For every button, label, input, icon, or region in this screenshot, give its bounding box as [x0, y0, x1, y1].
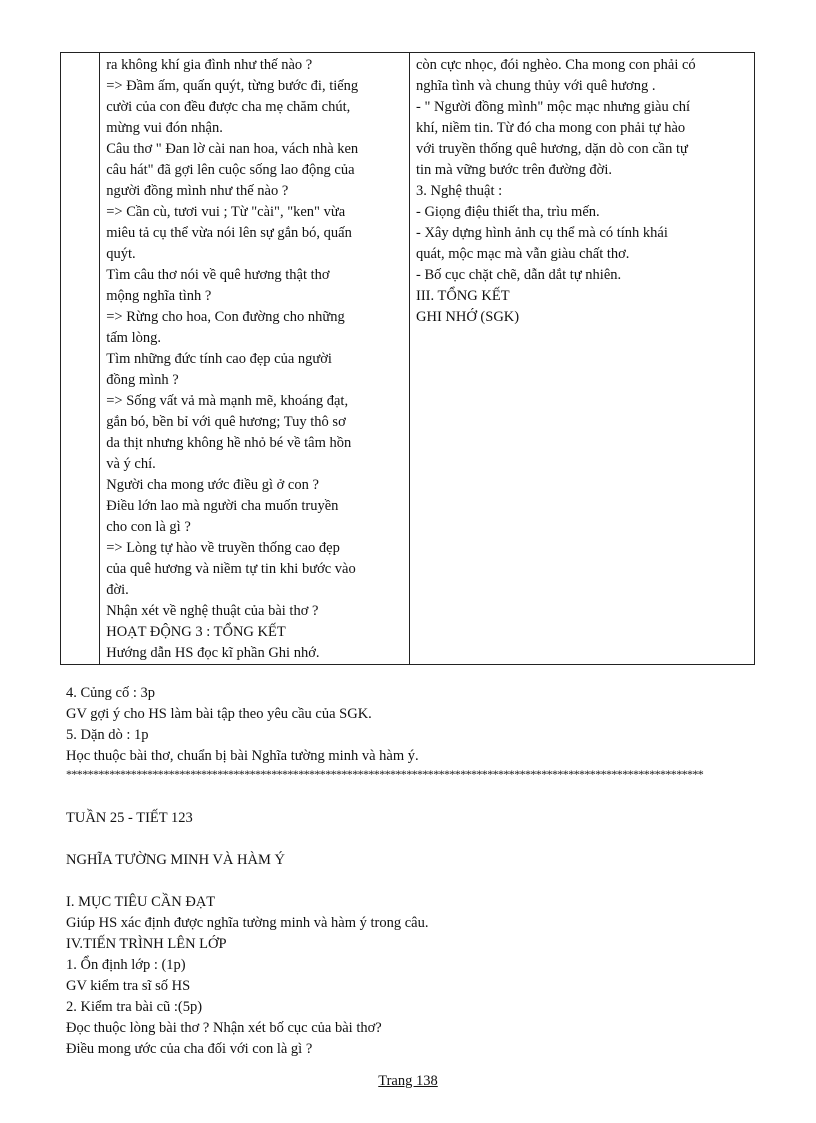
lesson-title: NGHĨA TƯỜNG MINH VÀ HÀM Ý	[66, 852, 285, 868]
right-cell-line: khí, niềm tin. Từ đó cha mong con phải tự hào	[416, 120, 686, 136]
right-cell-line: - " Người đồng mình" mộc mạc nhưng giàu chí	[416, 99, 691, 115]
wrapup-line: GV gợi ý cho HS làm bài tập theo yêu cầu của SGK.	[66, 706, 372, 722]
left-cell-line: quýt.	[106, 246, 136, 262]
wrapup-line: 4. Củng cố : 3p	[66, 685, 156, 701]
left-cell-line: da thịt nhưng không hề nhỏ bé về tâm hồn	[106, 435, 352, 451]
body-line: Điều mong ước của cha đối với con là gì ?	[66, 1041, 313, 1057]
star-separator: **********************************************************************************************************************	[66, 767, 704, 781]
left-cell-line: Hướng dẫn HS đọc kĩ phần Ghi nhớ.	[106, 645, 320, 661]
teacher-activity-cell	[100, 53, 410, 665]
body-line: 1. Ổn định lớp : (1p)	[66, 957, 186, 973]
right-cell-line: GHI NHỚ (SGK)	[416, 309, 520, 325]
left-cell-line: => Sống vất vả mà mạnh mẽ, khoáng đạt,	[106, 393, 349, 409]
body-line: Đọc thuộc lòng bài thơ ? Nhận xét bố cục của bài thơ?	[66, 1020, 382, 1036]
right-cell-line: - Xây dựng hình ảnh cụ thể mà có tính khái	[416, 225, 668, 241]
lesson-table	[60, 52, 755, 665]
left-cell-line: => Cần cù, tươi vui ; Từ "cài", "ken" vừa	[106, 204, 346, 220]
left-cell-line: ra không khí gia đình như thế nào ?	[106, 57, 313, 73]
right-cell-line: III. TỔNG KẾT	[416, 288, 510, 304]
left-cell-line: => Đầm ấm, quấn quýt, từng bước đi, tiếng	[106, 78, 359, 94]
left-cell-line: miêu tả cụ thể vừa nói lên sự gắn bó, quấn	[106, 225, 352, 241]
left-cell-line: cho con là gì ?	[106, 519, 191, 535]
left-cell-line: đời.	[106, 582, 129, 598]
left-cell-line: Tìm câu thơ nói về quê hương thật thơ	[106, 267, 330, 283]
right-cell-line: nghĩa tình và chung thủy với quê hương .	[416, 78, 656, 94]
body-line: Giúp HS xác định được nghĩa tường minh và hàm ý trong câu.	[66, 915, 429, 931]
table-row	[61, 53, 755, 665]
right-cell-line: với truyền thống quê hương, dặn dò con cần tự	[416, 141, 688, 157]
left-cell-line: tấm lòng.	[106, 330, 161, 346]
right-cell-line: còn cực nhọc, đói nghèo. Cha mong con phải có	[416, 57, 696, 73]
left-cell-line: và ý chí.	[106, 456, 156, 472]
page-footer	[0, 1071, 816, 1092]
left-cell-line: mộng nghĩa tình ?	[106, 288, 212, 304]
page-number: Trang 138	[378, 1073, 438, 1089]
index-column-cell	[61, 53, 100, 665]
body-line: GV kiểm tra sĩ số HS	[66, 978, 191, 994]
left-cell-line: HOẠT ĐỘNG 3 : TỔNG KẾT	[106, 624, 286, 640]
left-cell-line: => Rừng cho hoa, Con đường cho những	[106, 309, 345, 325]
left-cell-line: mừng vui đón nhận.	[106, 120, 223, 136]
right-cell-line: 3. Nghệ thuật :	[416, 183, 503, 199]
wrapup-line: Học thuộc bài thơ, chuẩn bị bài Nghĩa tường minh và hàm ý.	[66, 748, 419, 764]
left-cell-line: đồng mình ?	[106, 372, 179, 388]
left-cell-line: gắn bó, bền bỉ với quê hương; Tuy thô sơ	[106, 414, 346, 430]
left-cell-line: => Lòng tự hào về truyền thống cao đẹp	[106, 540, 340, 556]
left-cell-line: Nhận xét về nghệ thuật của bài thơ ?	[106, 603, 319, 619]
lesson-wrapup	[66, 683, 766, 767]
left-cell-line: người đồng mình như thế nào ?	[106, 183, 289, 199]
right-cell-line: - Bố cục chặt chẽ, dẫn dắt tự nhiên.	[416, 267, 622, 283]
body-line: I. MỤC TIÊU CẦN ĐẠT	[66, 894, 216, 910]
right-cell-line: - Giọng điệu thiết tha, trìu mến.	[416, 204, 600, 220]
week-title: TUẦN 25 - TIẾT 123	[66, 810, 193, 826]
left-cell-line: câu hát" đã gợi lên cuộc sống lao động của	[106, 162, 355, 178]
left-cell-line: Điều lớn lao mà người cha muốn truyền	[106, 498, 339, 514]
body-line: 2. Kiểm tra bài cũ :(5p)	[66, 999, 203, 1015]
left-cell-line: cười của con đều được cha mẹ chăm chút,	[106, 99, 351, 115]
left-cell-line: Người cha mong ước điều gì ở con ?	[106, 477, 319, 493]
right-cell-line: tin mà vững bước trên đường đời.	[416, 162, 612, 178]
content-cell	[410, 53, 755, 665]
lesson-body	[66, 892, 766, 1060]
left-cell-line: của quê hương và niềm tự tin khi bước vào	[106, 561, 356, 577]
body-line: IV.TIẾN TRÌNH LÊN LỚP	[66, 936, 227, 952]
left-cell-line: Câu thơ " Đan lờ cài nan hoa, vách nhà ken	[106, 141, 359, 157]
wrapup-line: 5. Dặn dò : 1p	[66, 727, 149, 743]
right-cell-line: quát, mộc mạc mà vẫn giàu chất thơ.	[416, 246, 630, 262]
left-cell-line: Tìm những đức tính cao đẹp của người	[106, 351, 332, 367]
